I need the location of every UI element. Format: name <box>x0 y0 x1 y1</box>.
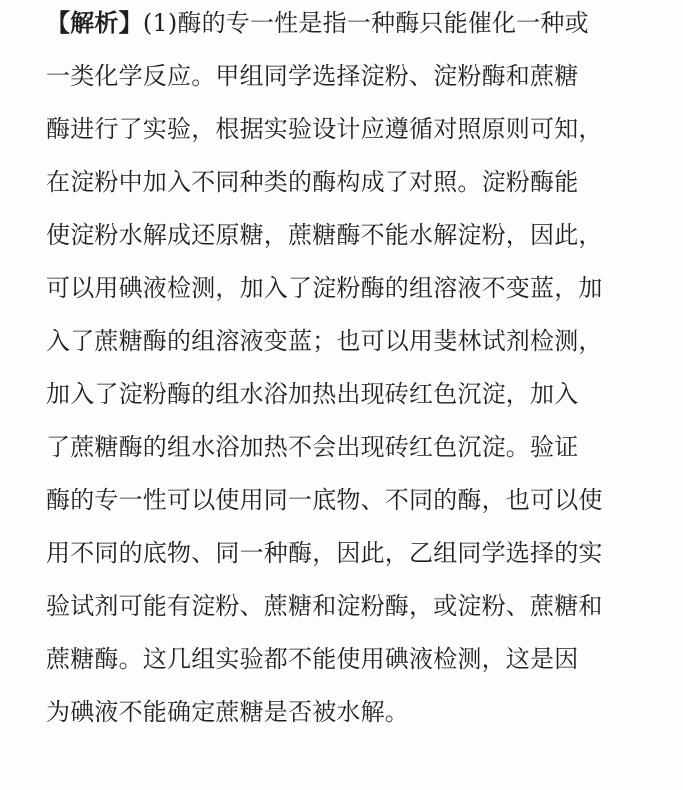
text-line-10: 酶的专一性可以使用同一底物、不同的酶，也可以使 <box>46 486 603 514</box>
line-1-text: (1)酶的专一性是指一种酶只能催化一种或 <box>142 9 589 37</box>
text-line-2: 一类化学反应。甲组同学选择淀粉、淀粉酶和蔗糖 <box>46 62 579 90</box>
text-line-7: 入了蔗糖酶的组溶液变蓝；也可以用斐林试剂检测， <box>46 327 603 355</box>
text-line-9: 了蔗糖酶的组水浴加热不会出现砖红色沉淀。验证 <box>46 433 579 461</box>
text-line-11: 用不同的底物、同一种酶，因此，乙组同学选择的实 <box>46 539 603 567</box>
text-line-12: 验试剂可能有淀粉、蔗糖和淀粉酶，或淀粉、蔗糖和 <box>46 592 603 620</box>
text-line-14: 为碘液不能确定蔗糖是否被水解。 <box>46 698 409 726</box>
text-line-8: 加入了淀粉酶的组水浴加热出现砖红色沉淀，加入 <box>46 380 579 408</box>
text-line-5: 使淀粉水解成还原糖，蔗糖酶不能水解淀粉，因此， <box>46 221 603 249</box>
text-line-4: 在淀粉中加入不同种类的酶构成了对照。淀粉酶能 <box>46 168 579 196</box>
text-line-6: 可以用碘液检测，加入了淀粉酶的组溶液不变蓝，加 <box>46 274 603 302</box>
text-line-1 <box>46 6 646 40</box>
text-line-3: 酶进行了实验，根据实验设计应遵循对照原则可知， <box>46 115 603 143</box>
text-line-13: 蔗糖酶。这几组实验都不能使用碘液检测，这是因 <box>46 645 579 673</box>
analysis-label: 【解析】 <box>46 9 143 37</box>
